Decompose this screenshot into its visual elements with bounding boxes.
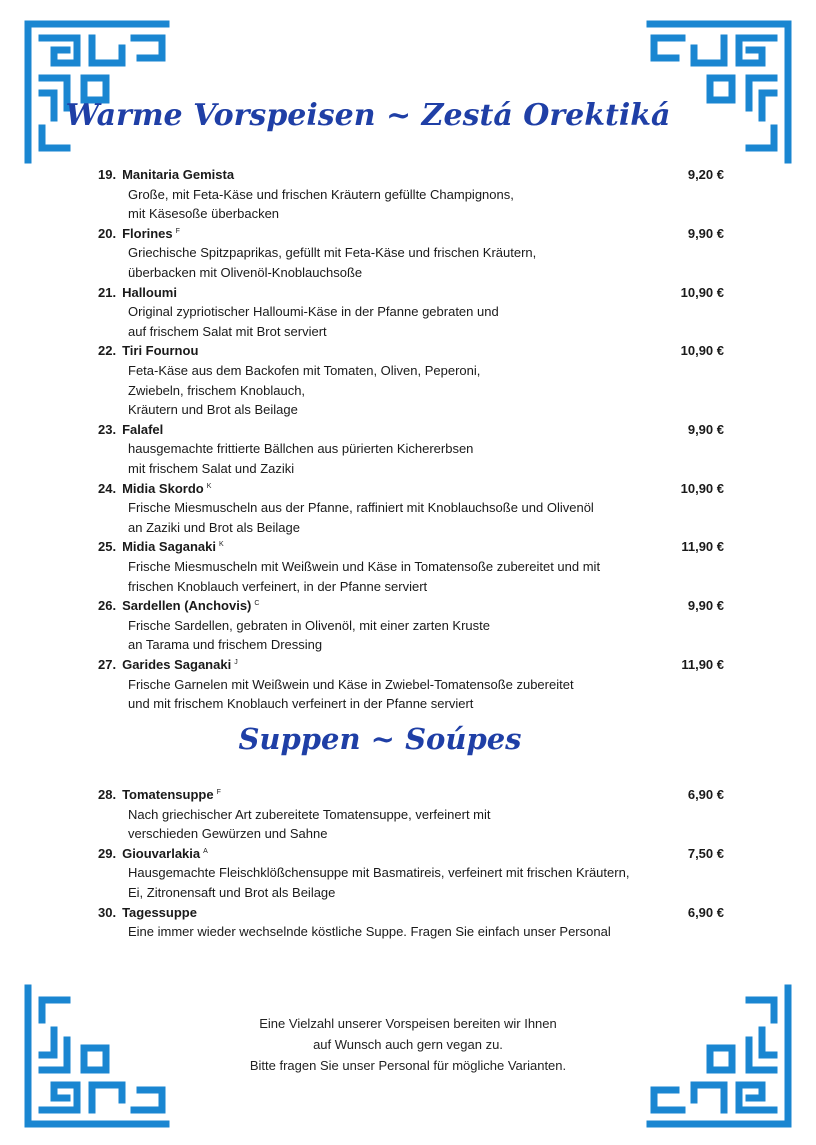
menu-item-description-line: Original zypriotischer Halloumi-Käse in der Pfanne gebraten und xyxy=(128,304,499,320)
vegan-note-line: auf Wunsch auch gern vegan zu. xyxy=(313,1037,503,1052)
menu-item-name: Tagessuppe xyxy=(122,904,197,920)
menu-item-header xyxy=(98,479,724,499)
menu-item-description-line: Feta-Käse aus dem Backofen mit Tomaten, Oliven, Peperoni, xyxy=(128,362,481,378)
menu-item-number: 29. xyxy=(98,845,117,861)
menu-item-header xyxy=(98,224,724,244)
menu-item-header xyxy=(98,537,724,557)
menu-item xyxy=(98,655,724,714)
menu-item xyxy=(98,224,724,283)
menu-item-name: Manitaria Gemista xyxy=(122,167,235,182)
allergen-marker: F xyxy=(175,227,180,235)
menu-item-price: 9,90 € xyxy=(687,225,724,241)
menu-item-price: 7,50 € xyxy=(687,845,724,861)
vegan-note xyxy=(0,1013,816,1076)
allergen-marker: K xyxy=(206,482,212,490)
menu-item-name: Midia Saganaki xyxy=(122,539,216,555)
menu-item-header xyxy=(98,341,724,361)
menu-item-description-line: Eine immer wieder wechselnde köstliche Suppe. Fragen Sie einfach unser Personal xyxy=(128,924,611,940)
menu-item-description-line: Frische Miesmuscheln mit Weißwein und Käse in Tomatensoße zubereitet und mit xyxy=(128,558,601,574)
menu-item-description-line: auf frischem Salat mit Brot serviert xyxy=(128,323,327,339)
menu-item xyxy=(98,596,724,655)
menu-item-description-line: an Zaziki und Brot als Beilage xyxy=(128,519,300,535)
menu-item-price: 10,90 € xyxy=(680,480,724,496)
menu-item-description-line: an Tarama und frischem Dressing xyxy=(128,637,323,653)
menu-item-description-line: Ei, Zitronensaft und Brot als Beilage xyxy=(128,884,336,900)
menu-item-number: 22. xyxy=(98,343,117,359)
menu-item-description-line: mit frischem Salat und Zaziki xyxy=(128,460,295,476)
menu-item-number: 20. xyxy=(98,225,117,241)
corner-ornament-top-right xyxy=(644,18,794,168)
menu-item-description xyxy=(98,922,724,942)
menu-item-price: 9,90 € xyxy=(687,598,724,614)
menu-item-description xyxy=(98,675,724,714)
menu-item-price: 11,90 € xyxy=(681,657,724,672)
allergen-marker: K xyxy=(219,541,224,549)
section-title-warm-starters: Warme Vorspeisen ~ Zestá Orektiká xyxy=(65,98,671,133)
menu-item-number: 30. xyxy=(98,904,117,920)
greek-key-icon xyxy=(22,18,172,168)
corner-ornament-top-left xyxy=(22,18,172,168)
section-title-soups: Suppen ~ Soúpes xyxy=(238,722,522,756)
menu-item-description-line: hausgemachte frittierte Bällchen aus pürierten Kichererbsen xyxy=(128,441,474,457)
menu-item-name: Tiri Fournou xyxy=(122,343,199,359)
menu-item-name: Giouvarlakia xyxy=(122,845,201,861)
menu-item-description xyxy=(98,498,724,537)
menu-item-header xyxy=(98,283,724,303)
menu-item-name: Florines xyxy=(122,225,173,241)
menu-item-description-line: Frische Miesmuscheln aus der Pfanne, raffiniert mit Knoblauchsoße und Olivenöl xyxy=(128,500,594,516)
menu-item xyxy=(98,844,724,903)
menu-item-price: 9,20 € xyxy=(687,167,724,182)
menu-item-description-line: Frische Garnelen mit Weißwein und Käse in Zwiebel-Tomatensoße zubereitet xyxy=(128,676,574,692)
menu-item-number: 27. xyxy=(98,657,117,672)
menu-item xyxy=(98,341,724,419)
menu-item-name: Falafel xyxy=(122,421,164,437)
menu-item-price: 9,90 € xyxy=(687,421,724,437)
menu-item-description xyxy=(98,361,724,420)
menu-item-price: 6,90 € xyxy=(687,787,724,802)
menu-item-header xyxy=(98,785,724,805)
vegan-note-line: Eine Vielzahl unserer Vorspeisen bereiten wir Ihnen xyxy=(259,1016,557,1031)
menu-item-description-line: Frische Sardellen, gebraten in Olivenöl, mit einer zarten Kruste xyxy=(128,617,491,633)
menu-item-description-line: verschieden Gewürzen und Sahne xyxy=(128,826,328,842)
menu-item-description-line: frischen Knoblauch verfeinert, in der Pfanne serviert xyxy=(128,578,428,594)
menu-item-number: 25. xyxy=(98,539,117,555)
menu-item-header xyxy=(98,420,724,440)
greek-key-icon xyxy=(644,18,794,168)
menu-item xyxy=(98,283,724,342)
menu-item-number: 26. xyxy=(98,598,117,614)
menu-item-description-line: Nach griechischer Art zubereitete Tomatensuppe, verfeinert mit xyxy=(128,806,491,822)
menu-item-description-line: mit Käsesoße überbacken xyxy=(128,206,280,222)
menu-item-description-line: Kräutern und Brot als Beilage xyxy=(128,402,298,418)
menu-item-description xyxy=(98,805,724,844)
menu-item-description-line: Große, mit Feta-Käse und frischen Kräutern gefüllte Champignons, xyxy=(128,186,514,202)
menu-item-description-line: Hausgemachte Fleischklößchensuppe mit Basmatireis, verfeinert mit frischen Kräutern, xyxy=(128,865,630,881)
menu-item xyxy=(98,479,724,538)
menu-item-price: 11,90 € xyxy=(681,539,724,555)
menu-item-description xyxy=(98,302,724,341)
menu-item-header xyxy=(98,844,724,864)
menu-item-description xyxy=(98,557,724,596)
menu-item-description xyxy=(98,863,724,902)
menu-item-name: Sardellen (Anchovis) xyxy=(122,598,252,614)
menu-item-name: Garides Saganaki xyxy=(122,657,232,672)
vegan-note-line: Bitte fragen Sie unser Personal für mögliche Varianten. xyxy=(249,1058,567,1073)
allergen-marker: A xyxy=(203,847,208,855)
menu-item-header xyxy=(98,165,724,185)
menu-item-description-line: Zwiebeln, frischem Knoblauch, xyxy=(128,382,306,398)
menu-item-number: 19. xyxy=(98,167,117,182)
menu-item xyxy=(98,420,724,479)
menu-item-description xyxy=(98,243,724,282)
menu-item xyxy=(98,537,724,596)
menu-item xyxy=(98,785,724,844)
menu-item-number: 21. xyxy=(98,284,117,300)
menu-item xyxy=(98,165,724,224)
allergen-marker: J xyxy=(234,659,238,666)
menu-item-name: Midia Skordo xyxy=(122,480,204,496)
menu-item-description-line: und mit frischem Knoblauch verfeinert in der Pfanne serviert xyxy=(128,696,474,712)
menu-item-number: 24. xyxy=(98,480,117,496)
allergen-marker: F xyxy=(216,789,221,796)
menu-item-description xyxy=(98,616,724,655)
menu-item-name: Halloumi xyxy=(122,284,177,300)
menu-item-price: 10,90 € xyxy=(680,284,724,300)
menu-item-description xyxy=(98,439,724,478)
menu-item-header xyxy=(98,655,724,675)
menu-item-number: 23. xyxy=(98,421,117,437)
menu-item-description-line: Griechische Spitzpaprikas, gefüllt mit Feta-Käse und frischen Kräutern, xyxy=(128,245,537,261)
menu-item-price: 10,90 € xyxy=(680,343,724,359)
menu-item-number: 28. xyxy=(98,787,117,802)
menu-item-description-line: überbacken mit Olivenöl-Knoblauchsoße xyxy=(128,264,363,280)
menu-item-header xyxy=(98,596,724,616)
menu-item-name: Tomatensuppe xyxy=(122,787,214,802)
menu-item-header xyxy=(98,903,724,923)
allergen-marker: C xyxy=(254,600,260,608)
menu-item-description xyxy=(98,185,724,224)
menu-item-price: 6,90 € xyxy=(687,904,724,920)
menu-item xyxy=(98,903,724,942)
